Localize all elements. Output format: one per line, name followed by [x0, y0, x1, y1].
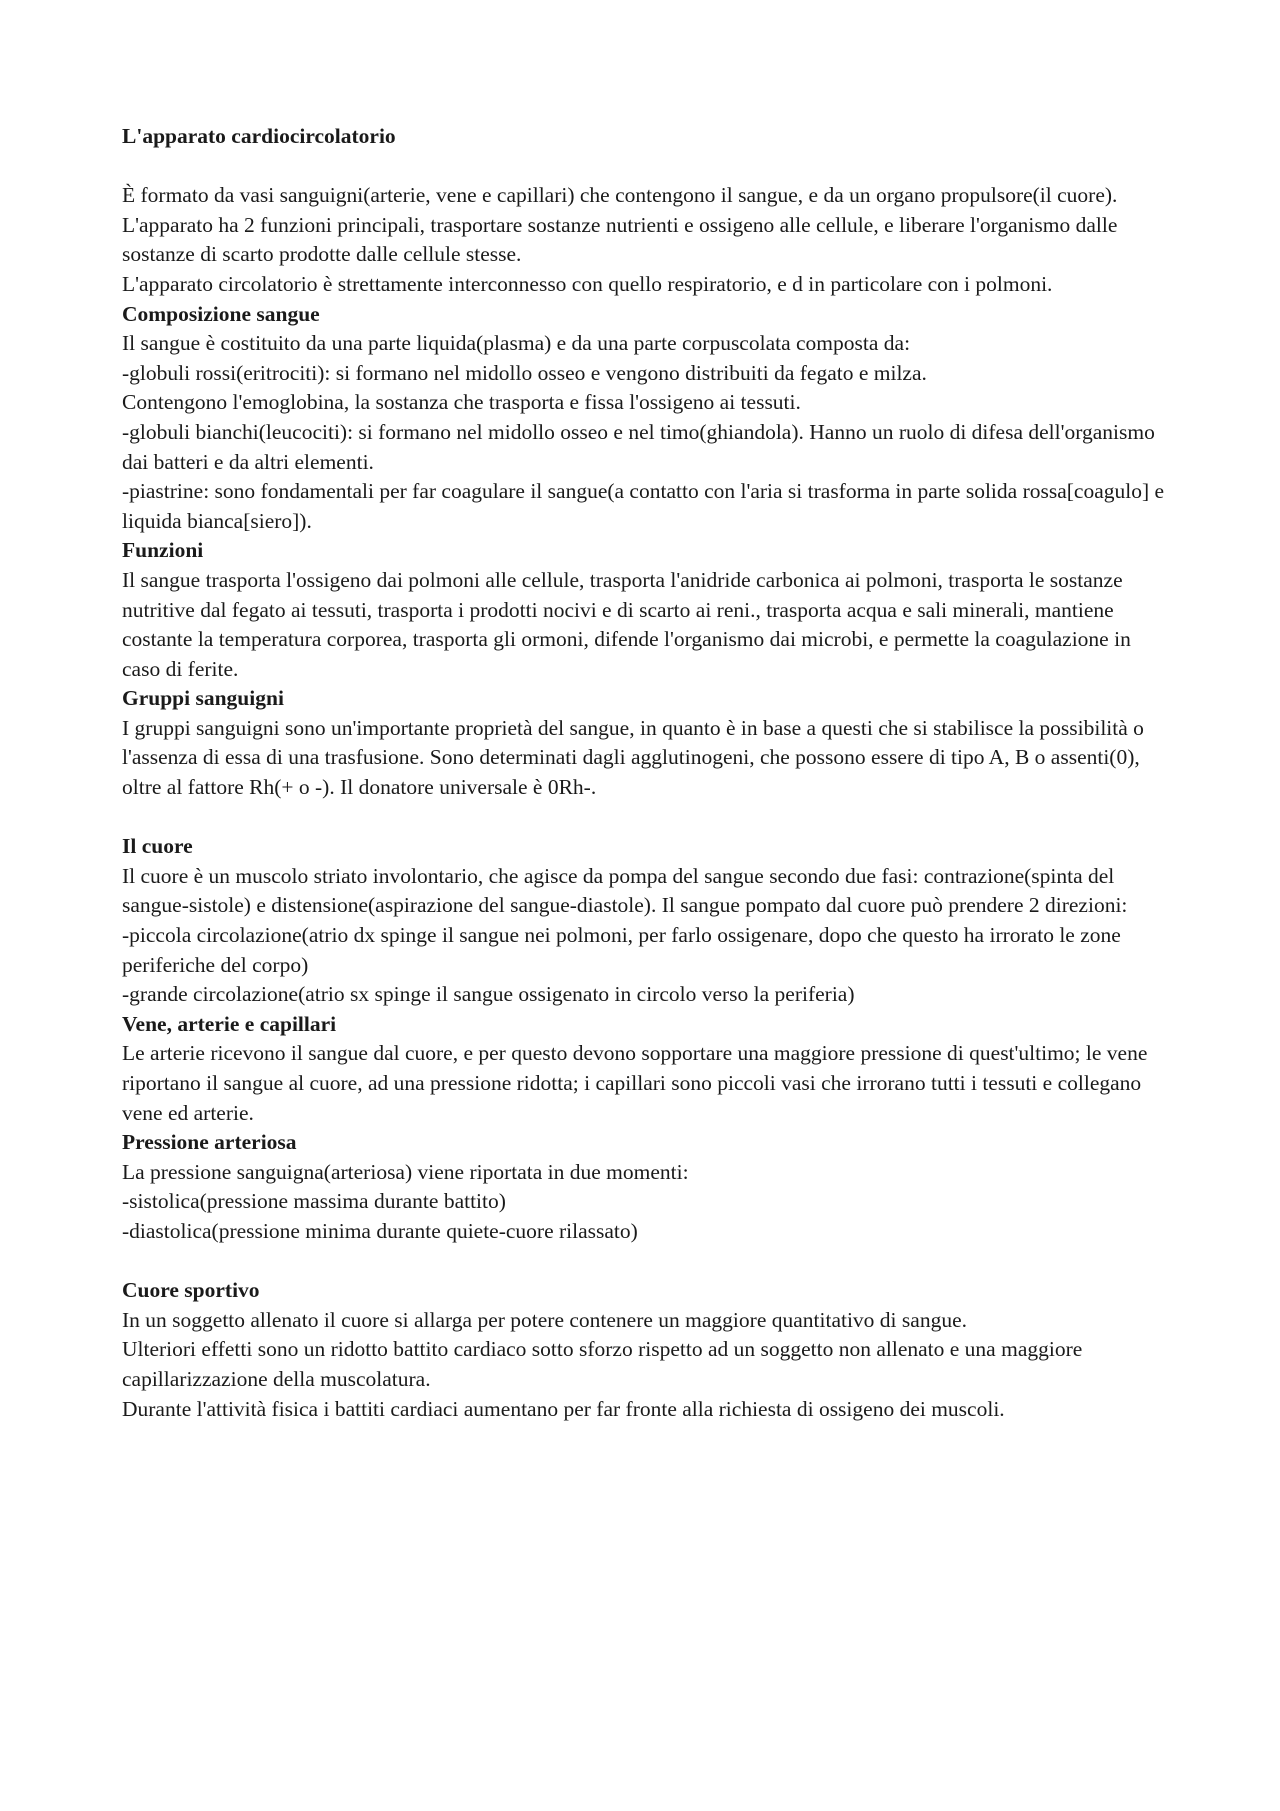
section-heading-gruppi: Gruppi sanguigni — [122, 686, 284, 711]
intro-paragraph: È formato da vasi sanguigni(arterie, vene e capillari) che contengono il sangue, e da un organo propulsore(il cuore). — [122, 183, 1118, 208]
document-page — [122, 122, 1172, 1424]
sportivo-paragraph: Ulteriori effetti sono un ridotto battito cardiaco sotto sforzo rispetto ad un soggetto non allenato e una maggiore capillarizzazione della muscolatura. — [122, 1337, 1083, 1391]
section-heading-pressione: Pressione arteriosa — [122, 1130, 297, 1155]
section-heading-vene: Vene, arterie e capillari — [122, 1011, 337, 1036]
sportivo-paragraph: In un soggetto allenato il cuore si allarga per potere contenere un maggiore quantitativo di sangue. — [122, 1307, 967, 1332]
section-heading-cuore: Il cuore — [122, 834, 193, 859]
section-heading-funzioni: Funzioni — [122, 538, 204, 563]
composizione-paragraph: Contengono l'emoglobina, la sostanza che trasporta e fissa l'ossigeno ai tessuti. — [122, 390, 801, 415]
composizione-paragraph: -globuli rossi(eritrociti): si formano nel midollo osseo e vengono distribuiti da fegato e milza. — [122, 360, 927, 385]
blank-line — [122, 1247, 1172, 1277]
funzioni-paragraph: Il sangue trasporta l'ossigeno dai polmoni alle cellule, trasporta l'anidride carbonica ai polmoni, trasporta le sostanze nutritive dal fegato ai tessuti, trasporta i prodotti nocivi e di scarto ai reni., trasporta acqua e sali minerali, mantiene costante la temperatura corporea, trasporta gli ormoni, difende l'organismo dai microbi, e permette la coagulazione in caso di ferite. — [122, 567, 1131, 681]
pressione-paragraph: -diastolica(pressione minima durante quiete-cuore rilassato) — [122, 1218, 638, 1243]
composizione-paragraph: Il sangue è costituito da una parte liquida(plasma) e da una parte corpuscolata composta da: — [122, 331, 911, 356]
intro-paragraph: L'apparato circolatorio è strettamente interconnesso con quello respiratorio, e d in particolare con i polmoni. — [122, 271, 1053, 296]
composizione-paragraph: -piastrine: sono fondamentali per far coagulare il sangue(a contatto con l'aria si trasforma in parte solida rossa[coagulo] e liquida bianca[siero]). — [122, 479, 1165, 533]
intro-paragraph: L'apparato ha 2 funzioni principali, trasportare sostanze nutrienti e ossigeno alle cellule, e liberare l'organismo dalle sostanze di scarto prodotte dalle cellule stesse. — [122, 212, 1118, 267]
pressione-paragraph: -sistolica(pressione massima durante battito) — [122, 1189, 506, 1214]
cuore-paragraph: -piccola circolazione(atrio dx spinge il sangue nei polmoni, per farlo ossigenare, dopo che questo ha irrorato le zone periferiche del corpo) — [122, 923, 1121, 977]
blank-line — [122, 152, 1172, 182]
blank-line — [122, 803, 1172, 833]
cuore-paragraph: -grande circolazione(atrio sx spinge il sangue ossigenato in circolo verso la periferia) — [122, 982, 855, 1007]
section-heading-composizione: Composizione sangue — [122, 301, 320, 326]
pressione-paragraph: La pressione sanguigna(arteriosa) viene riportata in due momenti: — [122, 1159, 689, 1184]
document-title: L'apparato cardiocircolatorio — [122, 124, 396, 148]
cuore-paragraph: Il cuore è un muscolo striato involontario, che agisce da pompa del sangue secondo due fasi: contrazione(spinta del sangue-sistole) e distensione(aspirazione del sangue-diastole). Il sangue pompato dal cuore può prendere 2 direzioni: — [122, 863, 1128, 918]
vene-paragraph: Le arterie ricevono il sangue dal cuore, e per questo devono sopportare una maggiore pressione di quest'ultimo; le vene riportano il sangue al cuore, ad una pressione ridotta; i capillari sono piccoli vasi che irrorano tutti i tessuti e collegano vene ed arterie. — [122, 1041, 1148, 1125]
gruppi-paragraph: I gruppi sanguigni sono un'importante proprietà del sangue, in quanto è in base a questi che si stabilisce la possibilità o l'assenza di essa di una trasfusione. Sono determinati dagli agglutinogeni, che possono essere di tipo A, B o assenti(0), oltre al fattore Rh(+ o -). Il donatore universale è 0Rh-. — [122, 715, 1144, 800]
sportivo-paragraph: Durante l'attività fisica i battiti cardiaci aumentano per far fronte alla richiesta di ossigeno dei muscoli. — [122, 1396, 1005, 1421]
composizione-paragraph: -globuli bianchi(leucociti): si formano nel midollo osseo e nel timo(ghiandola). Hanno un ruolo di difesa dell'organismo dai batteri e da altri elementi. — [122, 419, 1155, 474]
section-heading-sportivo: Cuore sportivo — [122, 1278, 260, 1303]
